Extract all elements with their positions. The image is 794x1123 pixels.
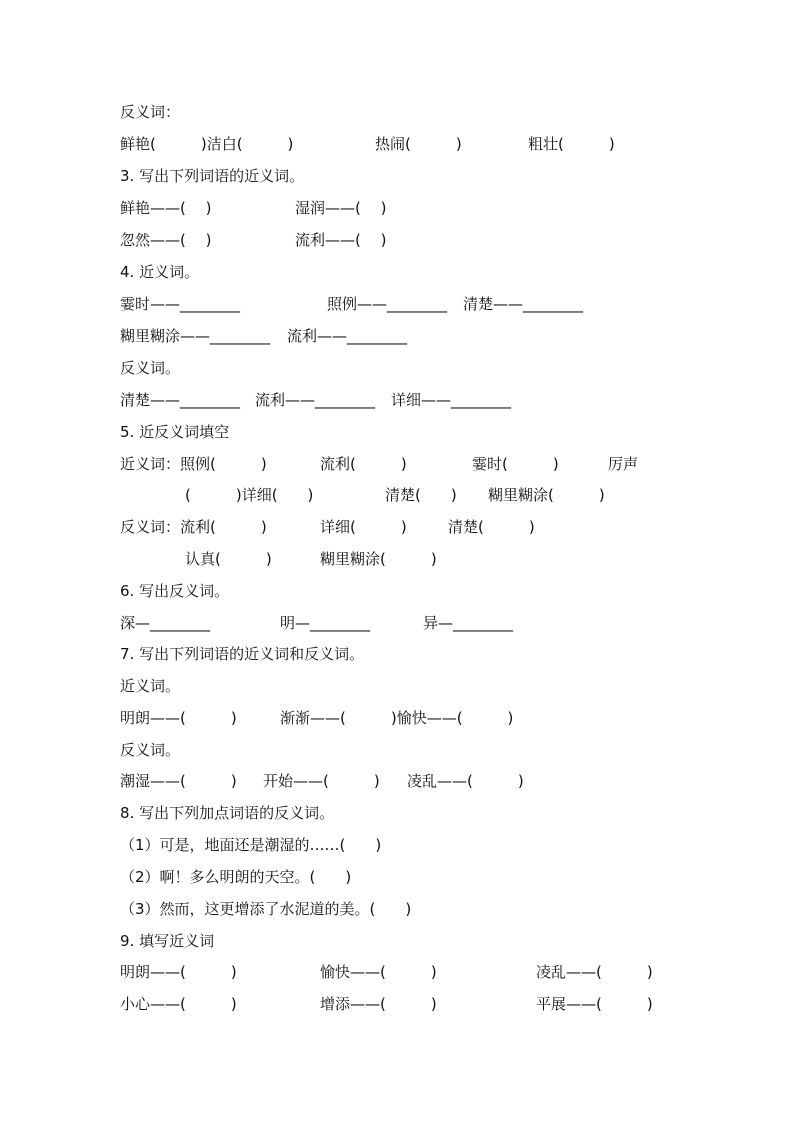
heading-antonyms	[120, 739, 181, 761]
question-title-9	[120, 930, 215, 952]
question-title-3	[120, 165, 305, 187]
text: 7. 写出下列词语的近义词和反义词。	[120, 645, 365, 663]
text: 清楚( )	[448, 518, 535, 536]
text: 明朗——( )	[120, 963, 237, 981]
text: 热闹( )	[375, 135, 462, 153]
heading-antonyms	[120, 357, 181, 379]
exercise-row	[120, 516, 535, 538]
exercise-row	[120, 229, 387, 251]
text: 湿润——( )	[295, 199, 387, 217]
text: 流利——________	[287, 327, 408, 345]
text: 近义词。	[120, 677, 181, 695]
exercise-row	[120, 993, 653, 1015]
text: 流利——________	[255, 391, 376, 409]
text: 鲜艳( )洁白( )	[120, 135, 294, 153]
exercise-row	[120, 548, 437, 570]
exercise-row	[120, 197, 387, 219]
text: 流利( )	[320, 455, 407, 473]
exercise-row	[120, 707, 514, 729]
text: 6. 写出反义词。	[120, 582, 230, 600]
text: 明—________	[280, 614, 371, 632]
text: 霎时——________	[120, 295, 241, 313]
text: 平展——( )	[536, 995, 653, 1013]
text: 霎时( )	[472, 455, 559, 473]
text: 9. 填写近义词	[120, 932, 215, 950]
text: 清楚——________	[463, 295, 584, 313]
exercise-row	[120, 770, 524, 792]
text: 凌乱——( )	[407, 772, 524, 790]
text: 清楚——________	[120, 391, 241, 409]
text: 粗壮( )	[528, 135, 615, 153]
question-title-5	[120, 421, 230, 443]
text: （1）可是，地面还是潮湿的……( )	[120, 836, 382, 854]
question-title-6	[120, 580, 230, 602]
text: 深—________	[120, 614, 211, 632]
text: 反义词：	[120, 103, 181, 121]
exercise-row	[120, 133, 615, 155]
text: 详细( )	[320, 518, 407, 536]
text: 忽然——( )	[120, 231, 212, 249]
text: 清楚( )	[385, 486, 457, 504]
text: ( )详细( )	[185, 486, 314, 504]
text: 糊里糊涂( )	[320, 550, 437, 568]
text: 详细——________	[391, 391, 512, 409]
text: 反义词：流利( )	[120, 518, 267, 536]
text: 小心——( )	[120, 995, 237, 1013]
heading-antonyms	[120, 101, 181, 123]
text: 凌乱——( )	[536, 963, 653, 981]
exercise-row	[120, 389, 512, 411]
text: 厉声	[608, 455, 639, 473]
text: 潮湿——( )	[120, 772, 237, 790]
exercise-row	[120, 961, 653, 983]
text: 4. 近义词。	[120, 263, 200, 281]
text: 8. 写出下列加点词语的反义词。	[120, 804, 335, 822]
sub-question-2	[120, 866, 352, 888]
text: （2）啊！多么明朗的天空。( )	[120, 868, 352, 886]
text: 异—________	[423, 614, 514, 632]
text: 愉快——( )	[320, 963, 437, 981]
sub-question-3	[120, 898, 412, 920]
text: 认真( )	[185, 550, 272, 568]
text: 糊里糊涂——________	[120, 327, 271, 345]
text: 增添——( )	[320, 995, 437, 1013]
text: 5. 近反义词填空	[120, 423, 230, 441]
question-title-7	[120, 643, 365, 665]
text: 开始——( )	[263, 772, 380, 790]
question-title-8	[120, 802, 335, 824]
text: 反义词。	[120, 359, 181, 377]
exercise-row	[120, 484, 605, 506]
heading-synonyms	[120, 675, 181, 697]
text: 近义词：照例( )	[120, 455, 267, 473]
text: 渐渐——( )愉快——( )	[280, 709, 514, 727]
text: 反义词。	[120, 741, 181, 759]
text: 照例——________	[327, 295, 448, 313]
sub-question-1	[120, 834, 382, 856]
text: （3）然而，这更增添了水泥道的美。( )	[120, 900, 412, 918]
text: 流利——( )	[295, 231, 387, 249]
text: 糊里糊涂( )	[488, 486, 605, 504]
exercise-row	[120, 325, 408, 347]
question-title-4	[120, 261, 200, 283]
exercise-row	[120, 453, 639, 475]
text: 鲜艳——( )	[120, 199, 212, 217]
exercise-row	[120, 612, 514, 634]
text: 3. 写出下列词语的近义词。	[120, 167, 305, 185]
exercise-row	[120, 293, 584, 315]
text: 明朗——( )	[120, 709, 237, 727]
